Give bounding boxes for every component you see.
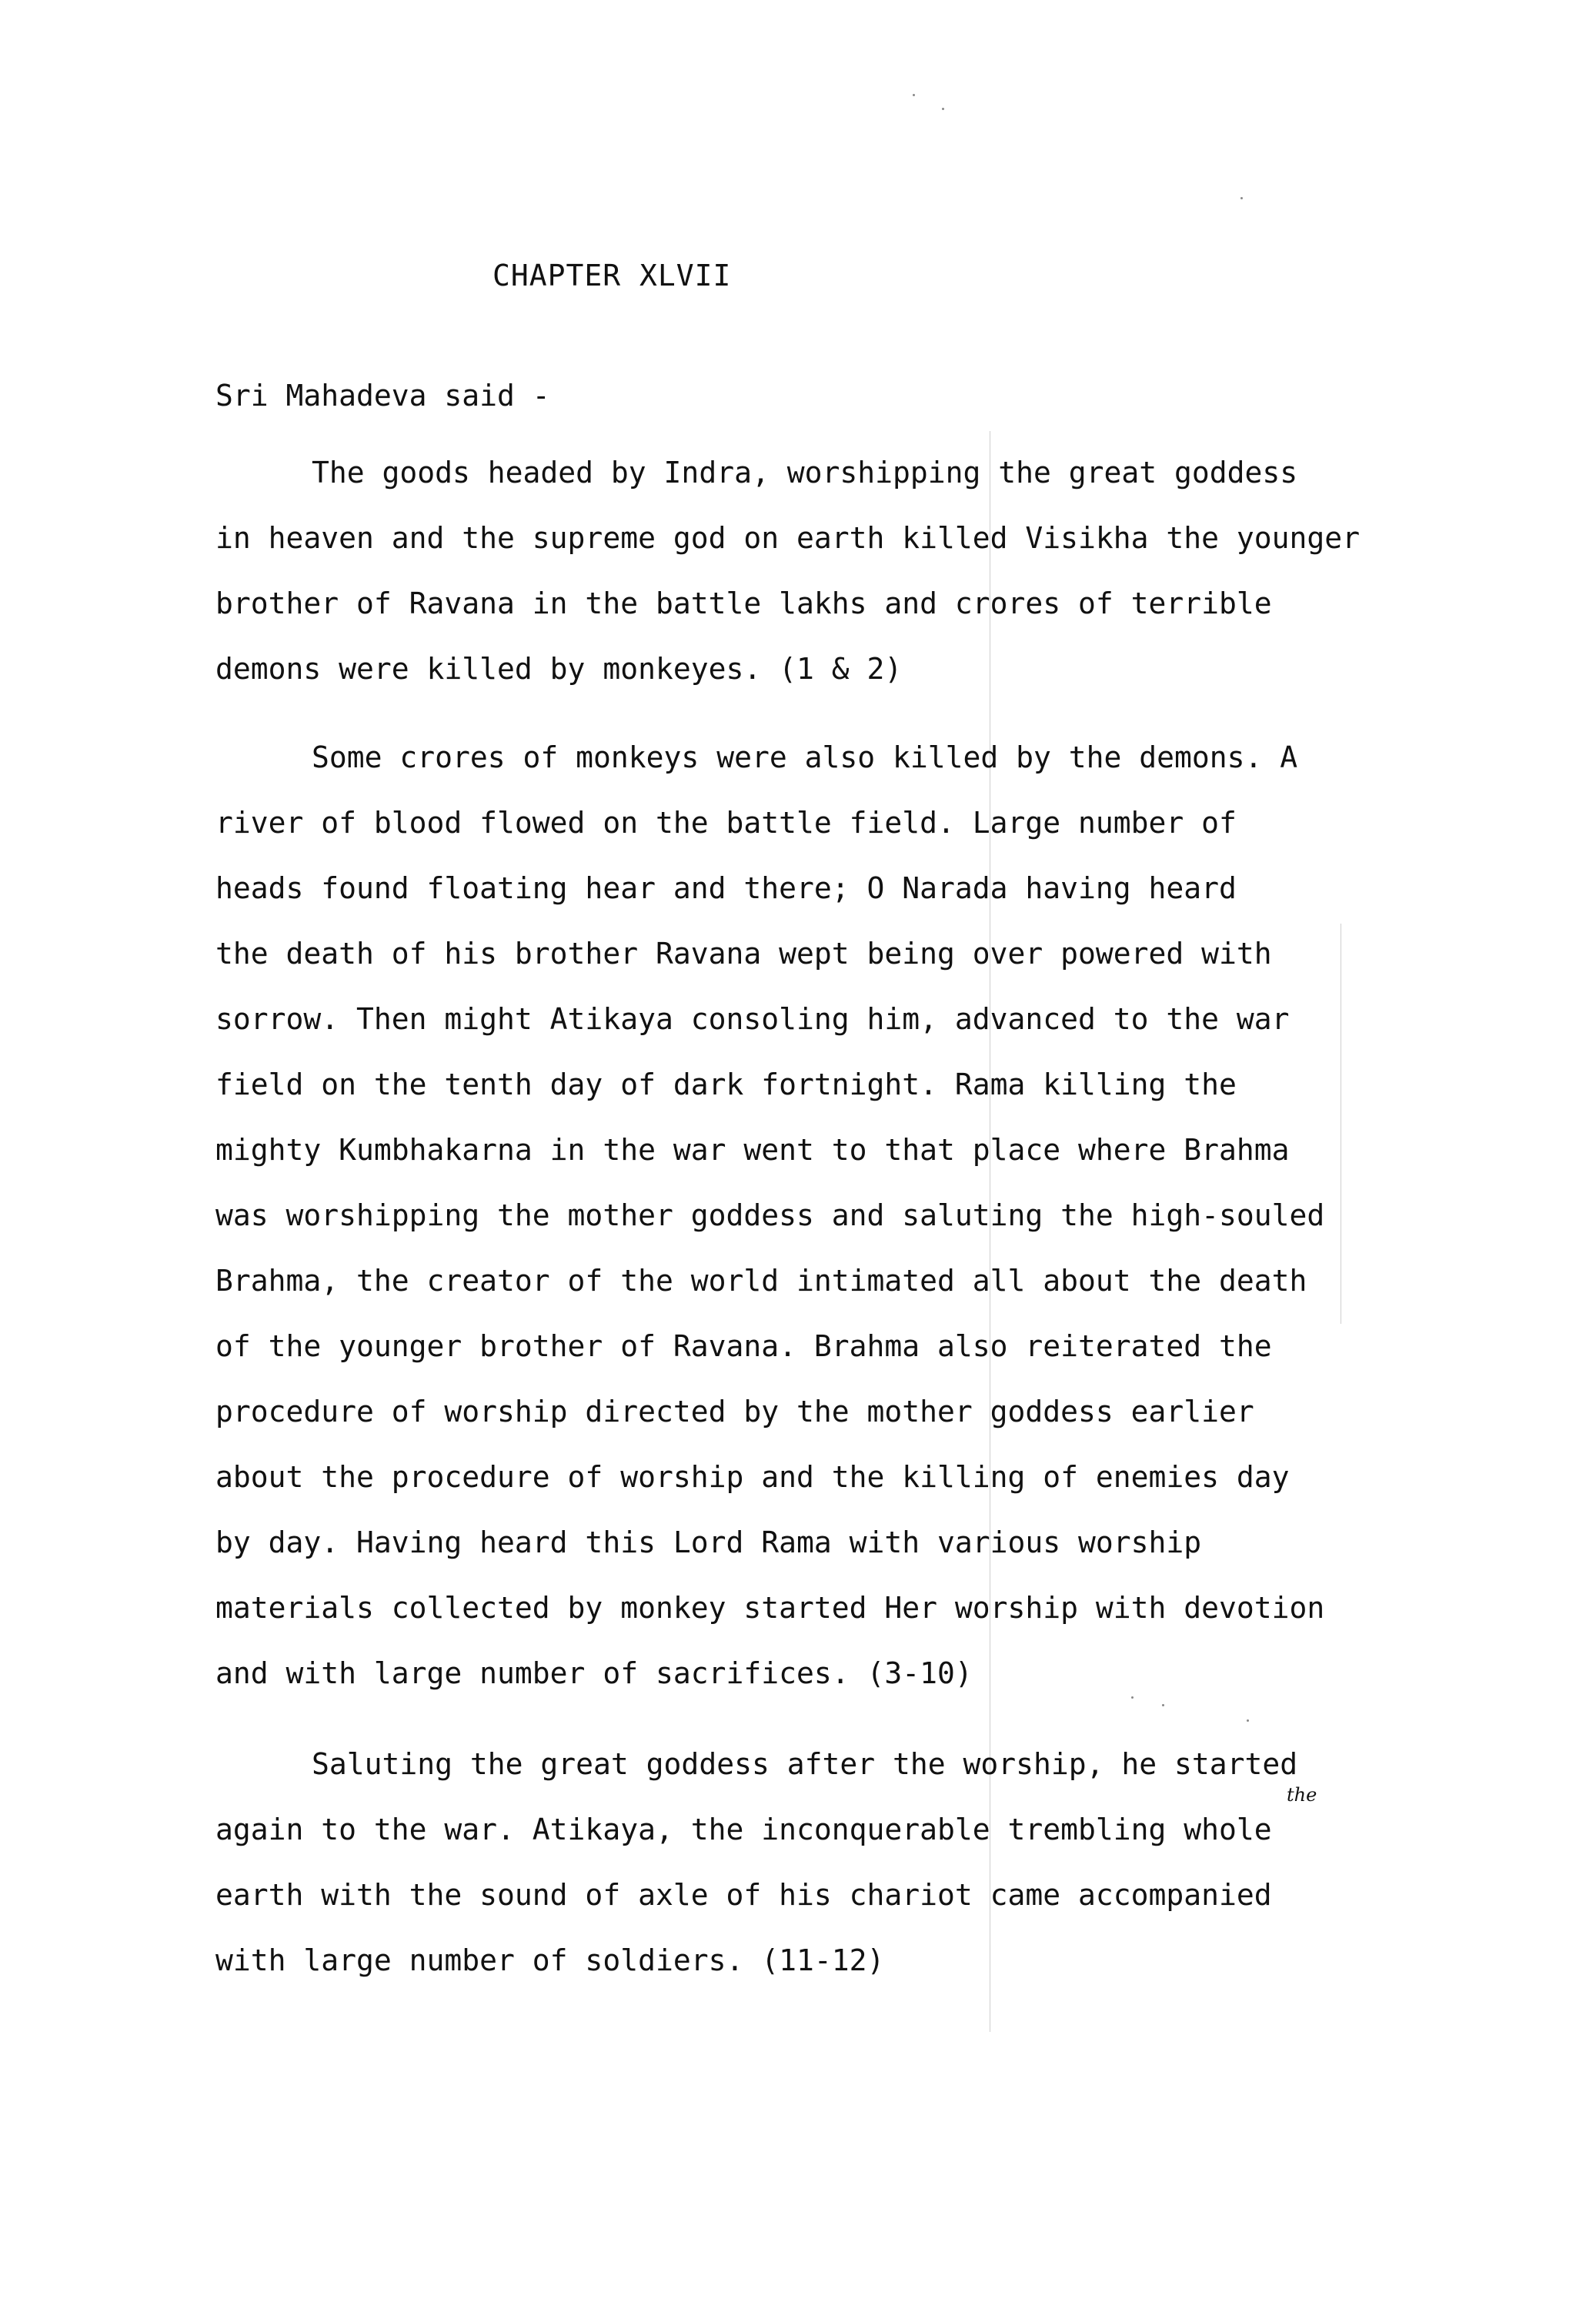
scan-speck bbox=[1240, 197, 1243, 199]
paragraph-line: field on the tenth day of dark fortnight. Rama killing the bbox=[215, 1068, 1237, 1101]
scan-speck bbox=[942, 108, 944, 110]
paragraph-line: materials collected by monkey started Her worship with devotion bbox=[215, 1591, 1325, 1625]
paragraph-line: sorrow. Then might Atikaya consoling him, advanced to the war bbox=[215, 1002, 1290, 1036]
paragraph-line: in heaven and the supreme god on earth killed Visikha the younger bbox=[215, 521, 1361, 555]
paragraph-line: The goods headed by Indra, worshipping the great goddess bbox=[312, 456, 1298, 490]
paragraph-2 bbox=[215, 725, 1447, 1706]
paragraph-line: river of blood flowed on the battle field. Large number of bbox=[215, 806, 1237, 840]
paragraph-line: heads found floating hear and there; O Narada having heard bbox=[215, 871, 1237, 905]
scan-speck bbox=[1247, 1719, 1249, 1722]
paragraph-3 bbox=[215, 1732, 1447, 1993]
paragraph-line: Some crores of monkeys were also killed by the demons. A bbox=[312, 740, 1298, 774]
scan-speck bbox=[913, 94, 915, 96]
paragraph-line: mighty Kumbhakarna in the war went to that place where Brahma bbox=[215, 1133, 1290, 1167]
paragraph-line: procedure of worship directed by the mother goddess earlier bbox=[215, 1395, 1254, 1429]
paragraph-line: again to the war. Atikaya, the inconquerable trembling whole bbox=[215, 1813, 1272, 1846]
paragraph-line: demons were killed by monkeyes. (1 & 2) bbox=[215, 652, 903, 686]
paragraph-1 bbox=[215, 440, 1447, 702]
paragraph-line: earth with the sound of axle of his chariot came accompanied bbox=[215, 1878, 1272, 1912]
paragraph-line: the death of his brother Ravana wept being over powered with bbox=[215, 937, 1272, 971]
speaker-line: Sri Mahadeva said - bbox=[215, 379, 550, 413]
paragraph-line: of the younger brother of Ravana. Brahma also reiterated the bbox=[215, 1329, 1272, 1363]
paragraph-line: Saluting the great goddess after the worship, he started bbox=[312, 1747, 1298, 1781]
chapter-title: CHAPTER XLVII bbox=[492, 259, 732, 292]
paragraph-line: Brahma, the creator of the world intimated all about the death bbox=[215, 1264, 1307, 1298]
paragraph-line: with large number of soldiers. (11-12) bbox=[215, 1943, 885, 1977]
paragraph-line: was worshipping the mother goddess and saluting the high-souled bbox=[215, 1198, 1325, 1232]
paragraph-line: by day. Having heard this Lord Rama with various worship bbox=[215, 1525, 1202, 1559]
paragraph-line: about the procedure of worship and the killing of enemies day bbox=[215, 1460, 1290, 1494]
paragraph-line: and with large number of sacrifices. (3-10) bbox=[215, 1656, 973, 1690]
paragraph-line: brother of Ravana in the battle lakhs and crores of terrible bbox=[215, 586, 1272, 620]
handwritten-insertion: the bbox=[1287, 1784, 1317, 1806]
